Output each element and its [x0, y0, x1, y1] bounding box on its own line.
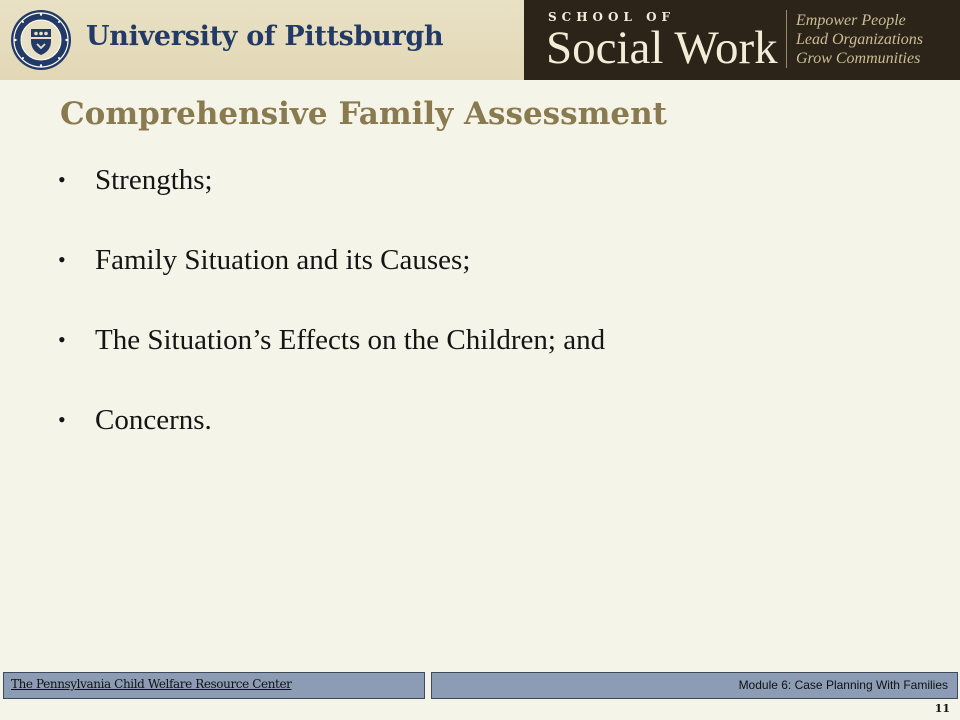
bullet-text: Concerns.	[95, 404, 212, 436]
header-banner	[0, 0, 960, 80]
school-name: Social Work	[546, 22, 778, 74]
university-logo-area	[0, 0, 524, 80]
bullet-text: Family Situation and its Causes;	[95, 244, 471, 276]
university-seal-icon	[10, 9, 72, 71]
university-name: University of Pittsburgh	[86, 21, 444, 52]
page-number: 11	[934, 702, 950, 715]
tagline-line: Empower People	[796, 12, 906, 29]
school-logo-area	[524, 0, 960, 80]
tagline-line: Lead Organizations	[796, 31, 923, 48]
footer-right-box	[431, 672, 958, 699]
bullet-icon: •	[58, 327, 66, 352]
footer-left-box	[3, 672, 425, 699]
footer-module-label: Module 6: Case Planning With Families	[738, 678, 948, 692]
slide-title: Comprehensive Family Assessment	[60, 96, 667, 132]
bullet-icon: •	[58, 167, 66, 192]
tagline-line: Grow Communities	[796, 50, 921, 67]
header-divider	[786, 10, 787, 68]
bullet-text: Strengths;	[95, 164, 213, 196]
bullet-icon: •	[58, 247, 66, 272]
bullet-text: The Situation’s Effects on the Children; and	[95, 324, 606, 356]
footer-organization-link[interactable]: The Pennsylvania Child Welfare Resource Center	[11, 677, 292, 691]
school-prefix: SCHOOL OF	[548, 10, 676, 24]
tagline	[796, 11, 923, 68]
bullet-icon: •	[58, 407, 66, 432]
